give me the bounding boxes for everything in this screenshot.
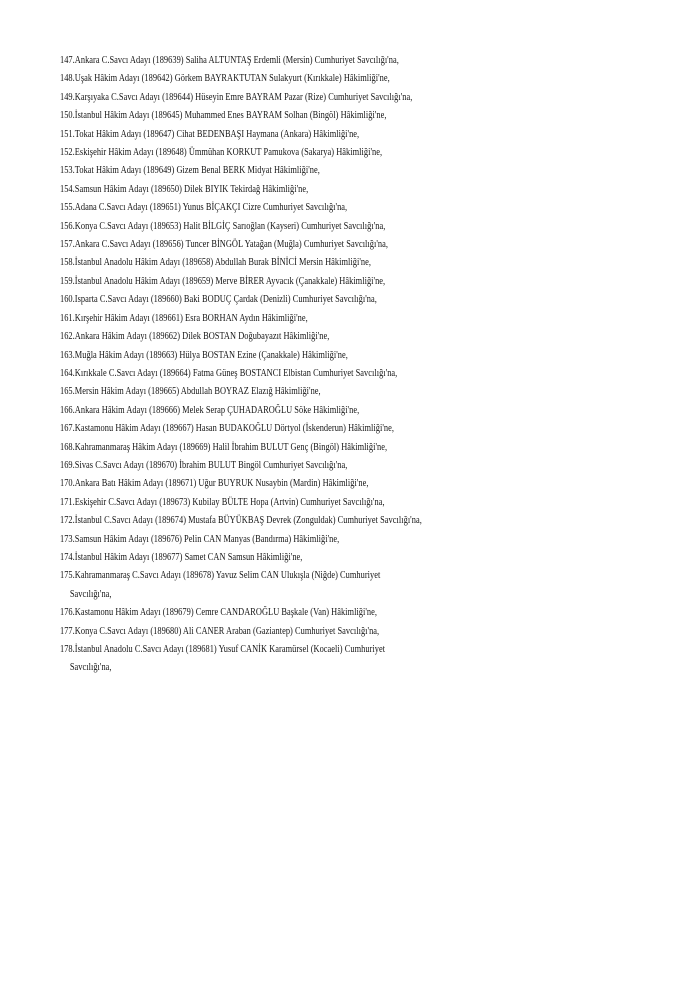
entry-number: 151. — [60, 128, 75, 140]
entry-text: Ankara C.Savcı Adayı (189639) Saliha ALTUNTAŞ Erdemli (Mersin) Cumhuriyet Savcılığı'na, — [74, 55, 399, 66]
entry-number: 147. — [60, 55, 75, 66]
list-item — [60, 52, 404, 70]
entry-number: 177. — [60, 625, 75, 637]
entry-number: 170. — [60, 478, 75, 490]
entry-text: Samsun Hâkim Adayı (189676) Pelin CAN Manyas (Bandırma) Hâkimliği'ne, — [74, 533, 340, 545]
entry-text: Ankara Hâkim Adayı (189662) Dilek BOSTAN Doğubayazıt Hâkimliği'ne, — [74, 331, 330, 343]
list-item — [60, 273, 404, 291]
list-item — [60, 144, 404, 162]
list-item — [60, 383, 404, 401]
entry-number: 163. — [60, 349, 75, 361]
entry-text: İstanbul C.Savcı Adayı (189674) Mustafa BÜYÜKBAŞ Devrek (Zonguldak) Cumhuriyet Savcılığı'na, — [74, 515, 422, 527]
list-item — [60, 402, 404, 420]
entry-number: 169. — [60, 459, 75, 471]
entry-number: 174. — [60, 551, 75, 563]
entry-text: Eskişehir Hâkim Adayı (189648) Ümmühan KORKUT Pamukova (Sakarya) Hâkimliği'ne, — [74, 147, 383, 159]
list-item — [60, 310, 404, 328]
entry-text: Ankara Batı Hâkim Adayı (189671) Uğur BUYRUK Nusaybin (Mardin) Hâkimliği'ne, — [74, 478, 369, 490]
entry-number: 178. — [60, 644, 75, 655]
entry-text: Kırşehir Hâkim Adayı (189661) Esra BORHAN Aydın Hâkimliği'ne, — [74, 312, 308, 324]
entry-number: 152. — [60, 147, 75, 159]
list-item — [60, 347, 404, 365]
entry-text: İstanbul Anadolu C.Savcı Adayı (189681) Yusuf CANİK Karamürsel (Kocaeli) Cumhuriyet — [74, 644, 386, 655]
entry-text: Eskişehir C.Savcı Adayı (189673) Kubilay BÜLTE Hopa (Artvin) Cumhuriyet Savcılığı'na, — [74, 496, 385, 508]
entry-text: İstanbul Hâkim Adayı (189677) Samet CAN Samsun Hâkimliği'ne, — [74, 551, 303, 563]
entry-number: 164. — [60, 367, 75, 379]
entry-text: Kastamonu Hâkim Adayı (189667) Hasan BUDAKOĞLU Dörtyol (İskenderun) Hâkimliği'ne, — [74, 423, 394, 435]
list-item — [60, 549, 404, 567]
entry-number: 156. — [60, 220, 75, 232]
list-item — [60, 439, 404, 457]
entry-text: İstanbul Anadolu Hâkim Adayı (189659) Merve BİRER Ayvacık (Çanakkale) Hâkimliği'ne, — [74, 275, 386, 287]
entry-number: 155. — [60, 202, 75, 214]
list-item — [60, 254, 404, 272]
list-item — [60, 218, 404, 236]
list-item — [60, 567, 404, 604]
entry-number: 154. — [60, 183, 75, 195]
list-item — [60, 291, 404, 309]
entry-text: Konya C.Savcı Adayı (189653) Halit BİLGİÇ Sarıoğlan (Kayseri) Cumhuriyet Savcılığı'na, — [74, 220, 386, 232]
appointment-list — [60, 52, 480, 678]
list-item — [60, 420, 404, 438]
entry-number: 166. — [60, 404, 75, 416]
entry-text: Muğla Hâkim Adayı (189663) Hülya BOSTAN Ezine (Çanakkale) Hâkimliği'ne, — [74, 349, 348, 361]
list-item — [60, 181, 404, 199]
entry-text: Ankara Hâkim Adayı (189666) Melek Serap ÇUHADAROĞLU Söke Hâkimliği'ne, — [74, 404, 360, 416]
entry-number: 176. — [60, 607, 75, 619]
entry-number: 150. — [60, 110, 75, 122]
entry-text: Ankara C.Savcı Adayı (189656) Tuncer BİNGÖL Yatağan (Muğla) Cumhuriyet Savcılığı'na, — [74, 239, 389, 251]
entry-number: 171. — [60, 496, 75, 508]
entry-number: 161. — [60, 312, 75, 324]
entry-number: 153. — [60, 165, 75, 177]
list-item — [60, 623, 404, 641]
entry-number: 160. — [60, 294, 75, 306]
entry-number: 173. — [60, 533, 75, 545]
list-item — [60, 162, 404, 180]
list-item — [60, 328, 404, 346]
list-item — [60, 70, 404, 88]
entry-continuation: Savcılığı'na, — [69, 662, 112, 674]
entry-number: 157. — [60, 239, 75, 251]
list-item — [60, 236, 404, 254]
entry-text: Mersin Hâkim Adayı (189665) Abdullah BOYRAZ Elazığ Hâkimliği'ne, — [74, 386, 321, 398]
entry-number: 158. — [60, 257, 75, 269]
entry-text: Kırıkkale C.Savcı Adayı (189664) Fatma Güneş BOSTANCI Elbistan Cumhuriyet Savcılığı'na, — [74, 367, 398, 379]
entry-continuation: Savcılığı'na, — [69, 588, 112, 600]
entry-number: 172. — [60, 515, 75, 527]
list-item — [60, 641, 404, 678]
entry-number: 162. — [60, 331, 75, 343]
entry-number: 149. — [60, 91, 75, 103]
entry-number: 148. — [60, 73, 75, 85]
entry-number: 165. — [60, 386, 75, 398]
entry-text: Tokat Hâkim Adayı (189647) Cihat BEDENBAŞI Haymana (Ankara) Hâkimliği'ne, — [74, 128, 360, 140]
list-item — [60, 89, 413, 107]
list-item — [60, 365, 404, 383]
entry-number: 159. — [60, 275, 75, 287]
entry-text: Tokat Hâkim Adayı (189649) Gizem Benal BERK Midyat Hâkimliği'ne, — [74, 165, 320, 177]
entry-number: 167. — [60, 423, 75, 435]
entry-text: İstanbul Hâkim Adayı (189645) Muhammed Enes BAYRAM Solhan (Bingöl) Hâkimliği'ne, — [74, 110, 387, 122]
list-item — [60, 531, 404, 549]
entry-text: Konya C.Savcı Adayı (189680) Ali CANER Araban (Gaziantep) Cumhuriyet Savcılığı'na, — [74, 625, 380, 637]
entry-text: Kahramanmaraş Hâkim Adayı (189669) Halil İbrahim BULUT Genç (Bingöl) Hâkimliği'ne, — [74, 441, 388, 453]
list-item — [60, 107, 404, 125]
list-item — [60, 199, 404, 217]
list-item — [60, 475, 404, 493]
entry-text: Sivas C.Savcı Adayı (189670) İbrahim BULUT Bingöl Cumhuriyet Savcılığı'na, — [74, 459, 348, 471]
list-item — [60, 512, 422, 530]
entry-text: İstanbul Anadolu Hâkim Adayı (189658) Abdullah Burak BİNİCİ Mersin Hâkimliği'ne, — [74, 257, 371, 269]
entry-text: Kastamonu Hâkim Adayı (189679) Cemre CANDAROĞLU Başkale (Van) Hâkimliği'ne, — [74, 607, 378, 619]
entry-number: 168. — [60, 441, 75, 453]
list-item — [60, 126, 404, 144]
entry-text: Karşıyaka C.Savcı Adayı (189644) Hüseyin Emre BAYRAM Pazar (Rize) Cumhuriyet Savcılığı'na, — [74, 91, 413, 103]
list-item — [60, 494, 404, 512]
entry-text: Samsun Hâkim Adayı (189650) Dilek BIYIK Tekirdağ Hâkimliği'ne, — [74, 183, 309, 195]
entry-text: Isparta C.Savcı Adayı (189660) Baki BODUÇ Çardak (Denizli) Cumhuriyet Savcılığı'na, — [74, 294, 377, 306]
entry-number: 175. — [60, 570, 75, 582]
list-item — [60, 457, 404, 475]
entry-text: Kahramanmaraş C.Savcı Adayı (189678) Yavuz Selim CAN Ulukışla (Niğde) Cumhuriyet — [74, 570, 381, 582]
list-item — [60, 604, 404, 622]
entry-text: Adana C.Savcı Adayı (189651) Yunus BİÇAKÇI Cizre Cumhuriyet Savcılığı'na, — [74, 202, 348, 214]
entry-text: Uşak Hâkim Adayı (189642) Görkem BAYRAKTUTAN Sulakyurt (Kırıkkale) Hâkimliği'ne, — [74, 73, 390, 85]
